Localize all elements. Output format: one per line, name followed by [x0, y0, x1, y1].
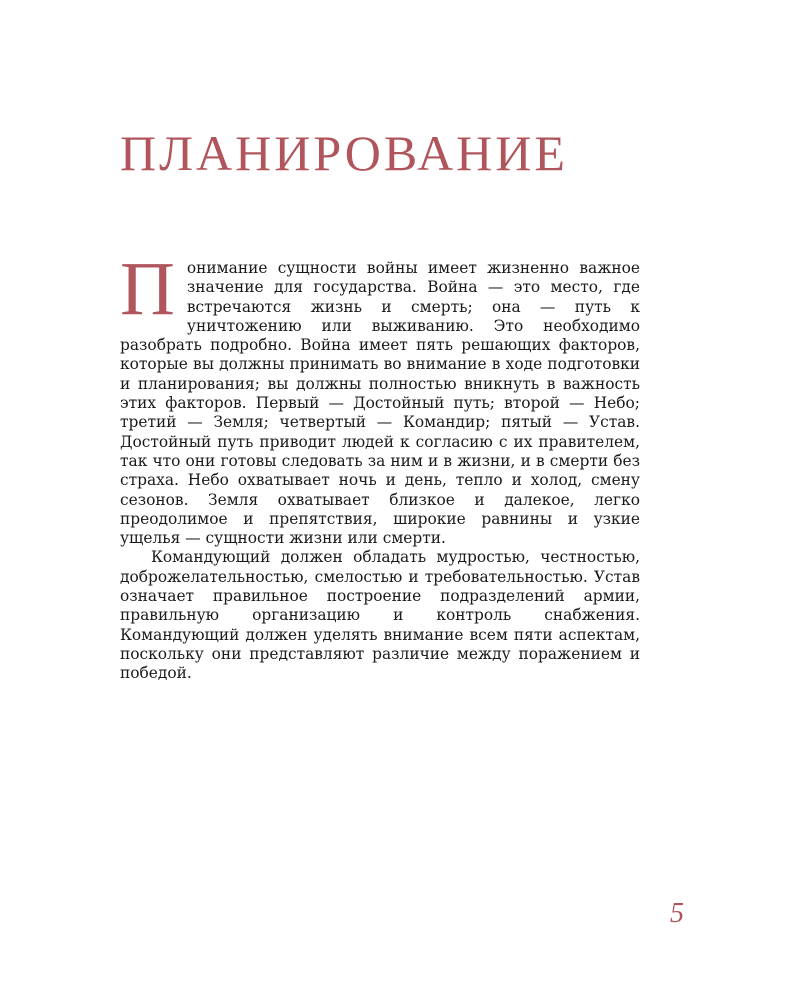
paragraph-1-text: онимание сущности войны имеет жизненно важное значение для государства. Война — это место, где встречаются жизнь и смерть; она — путь к уничтожению или выживанию. Это необходимо разобрать подробно. Война имеет пять решающих факторов, которые вы должны принимать во внимание в ходе подготовки и планирования; вы должны полностью вникнуть в важность этих факторов. Первый — Достойный путь; второй — Небо; третий — Земля; четвертый — Командир; пятый — Устав. Достойный путь приводит людей к согласию с их правителем, так что они готовы следовать за ним и в жизни, и в смерти без страха. Небо охватывает ночь и день, тепло и холод, смену сезонов. Земля охватывает близкое и далекое, легко преодолимое и препятствия, широкие равнины и узкие ущелья — сущности жизни или смерти.	[120, 259, 640, 548]
paragraph-2: Командующий должен обладать мудростью, честностью, доброжелательностью, смелостью и требовательностью. Устав означает правильное построение подразделений армии, правильную организацию и контроль снабжения. Командующий должен уделять внимание всем пяти аспектам, поскольку они представляют различие между поражением и победой.	[120, 548, 640, 683]
paragraph-1	[120, 247, 640, 548]
page-number: 5	[670, 898, 684, 929]
drop-cap: П	[120, 247, 175, 331]
body-text	[120, 247, 640, 684]
chapter-title: ПЛАНИРОВАНИЕ	[120, 125, 568, 181]
